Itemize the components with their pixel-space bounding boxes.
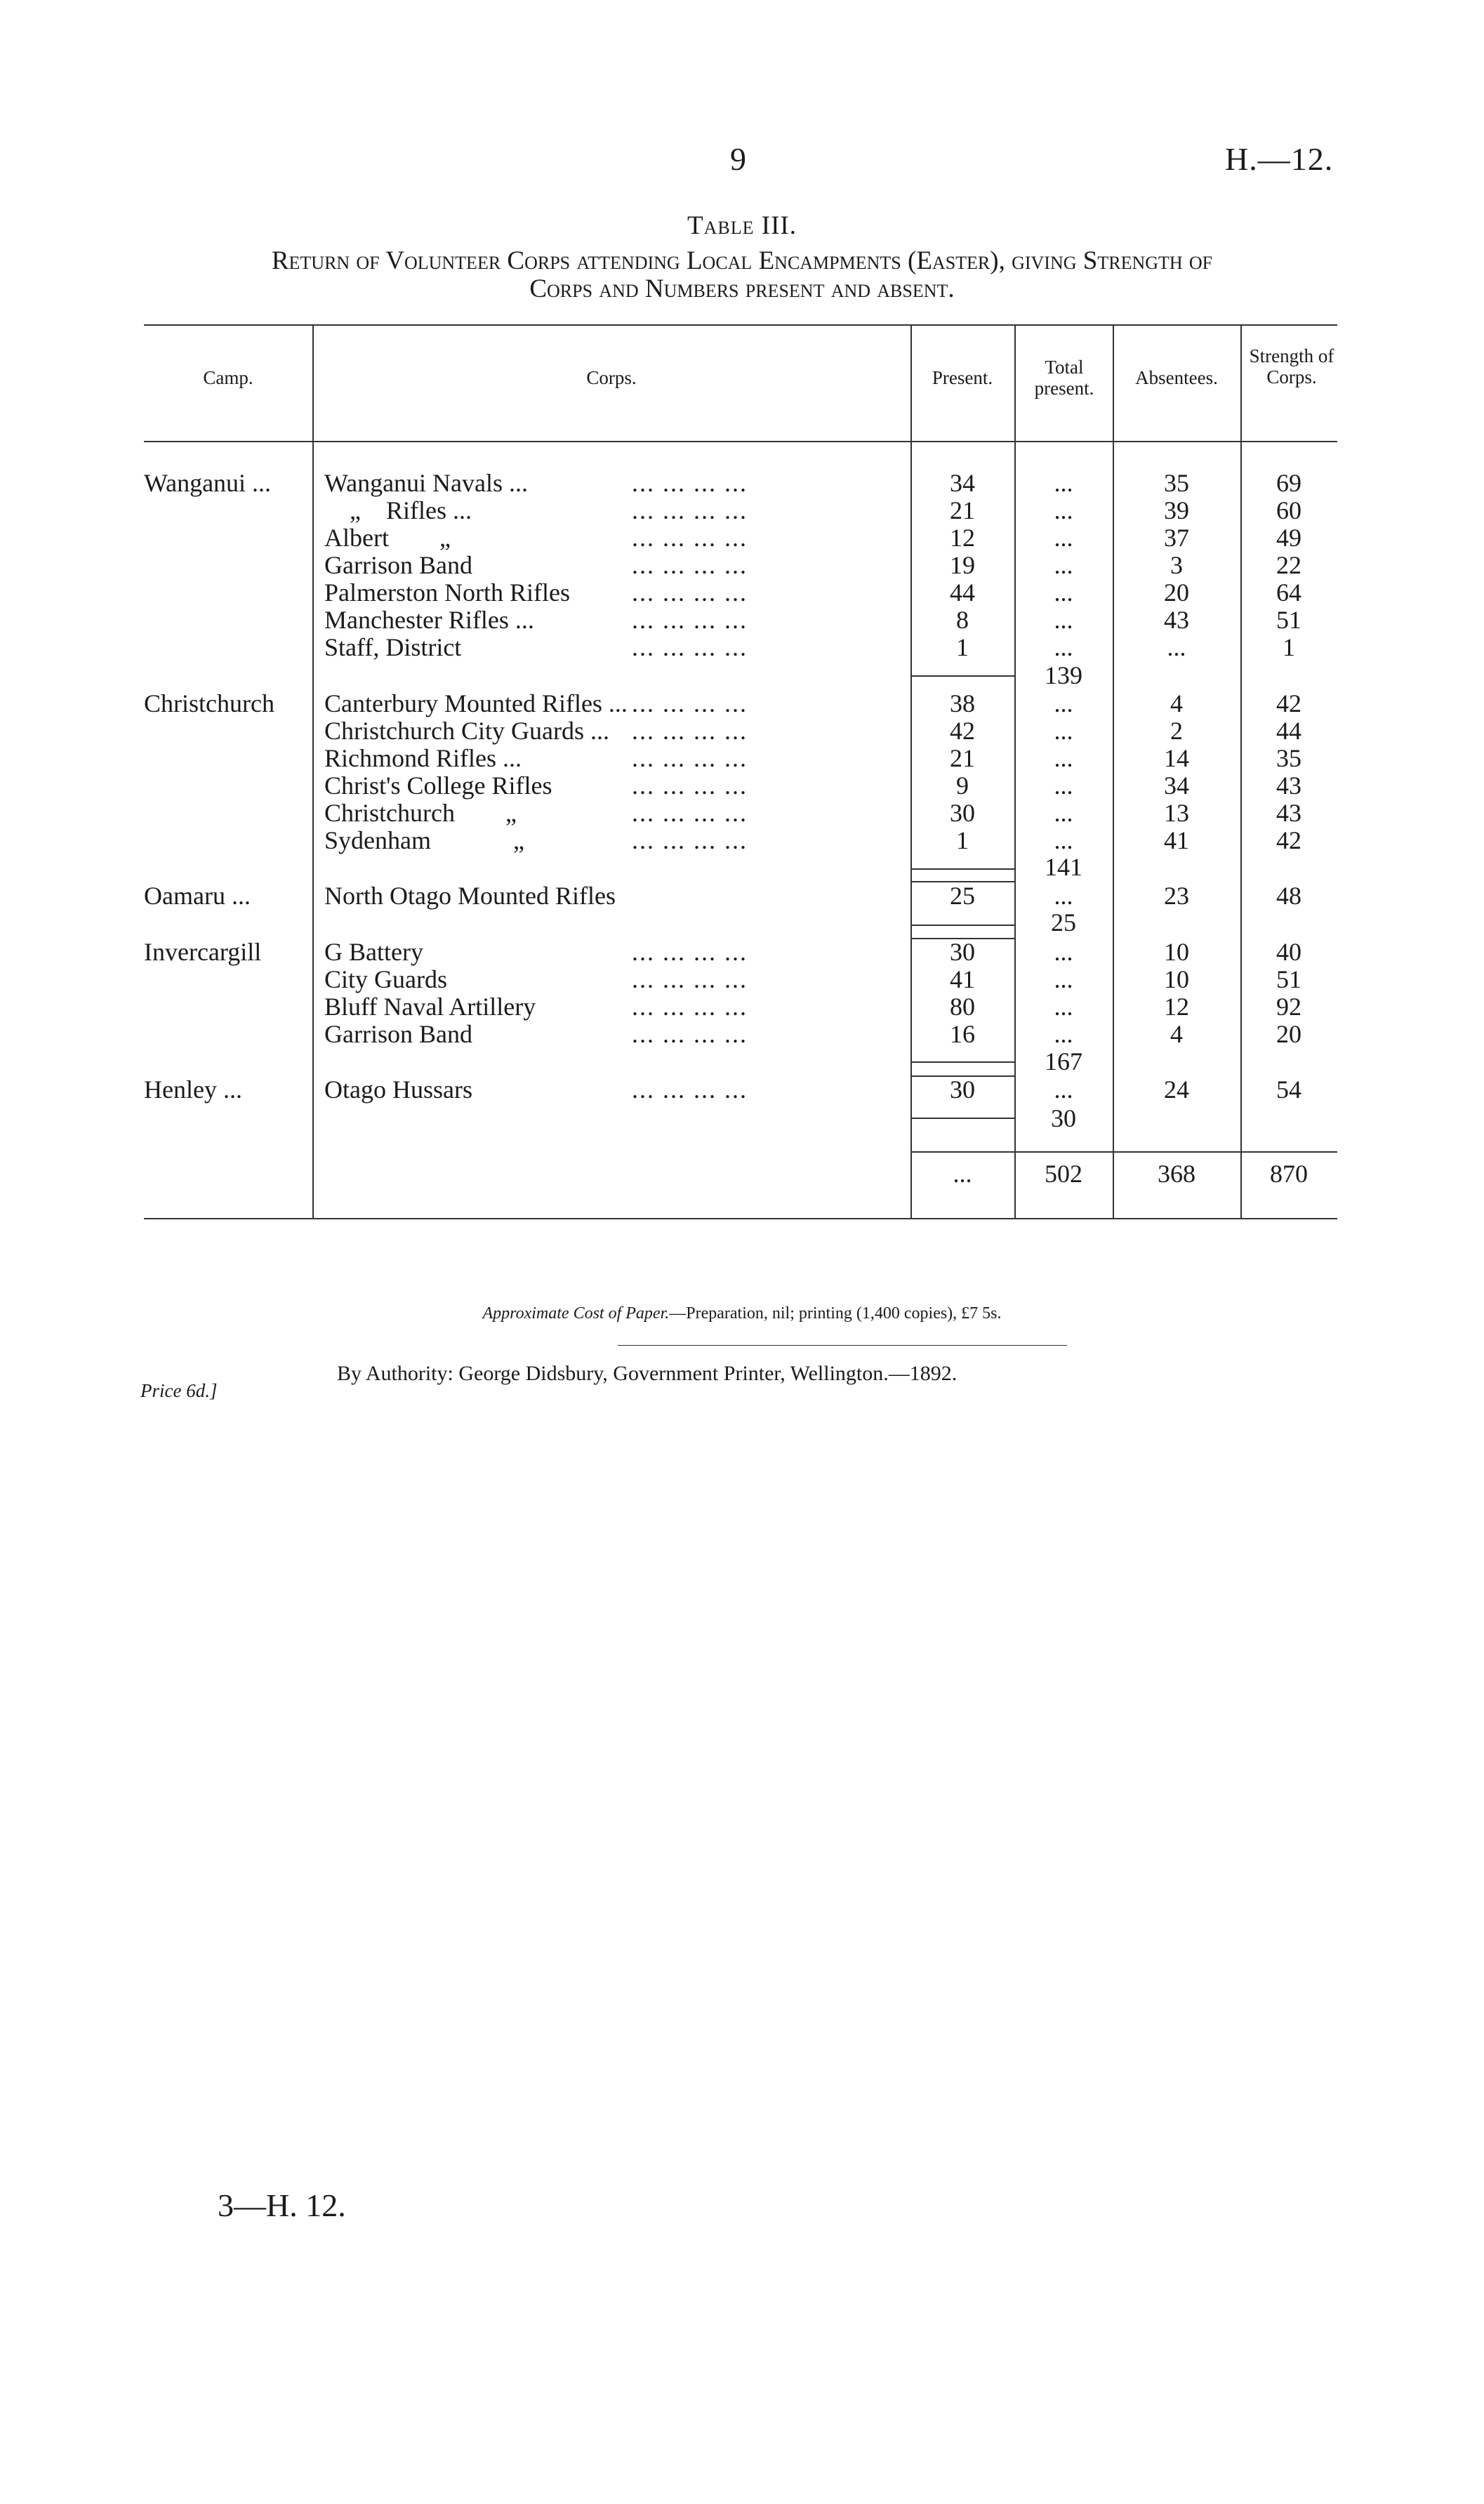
corps-cell: G Battery [324,938,423,966]
strength-cell: 20 [1276,1020,1301,1048]
present-rule-oamaru [910,925,1014,926]
header-bottom-rule [144,441,1337,442]
present-cell: 25 [950,882,975,910]
strength-cell: 54 [1276,1075,1301,1104]
subtotal-oamaru: 25 [1051,908,1076,936]
leader-dots: ... ... ... ... [632,1075,748,1104]
leader-dots: ... ... ... ... [632,938,748,966]
total-present-cell: ... [1054,993,1073,1021]
total-present-cell: ... [1054,578,1073,607]
present-cell: 21 [950,744,975,772]
table-bottom-rule [144,1218,1337,1219]
strength-cell: 64 [1276,578,1301,607]
present-cell: 41 [950,965,975,993]
corps-cell: City Guards [324,965,447,993]
camp-cell: Invercargill [144,938,262,966]
table-caption [0,247,1484,303]
table-top-rule [144,324,1337,326]
total-present-cell: ... [1054,938,1073,966]
total-present-cell: ... [1054,606,1073,634]
subtotal-christchurch: 141 [1045,853,1082,881]
cost-text: —Preparation, nil; printing (1,400 copies), £7 5s. [669,1304,1002,1323]
total-present-cell: ... [1054,744,1073,772]
absentees-cell: ... [1167,633,1186,661]
strength-cell: 60 [1276,496,1301,524]
corps-cell: Sydenham „ [324,826,524,854]
corps-cell: Palmerston North Rifles [324,578,570,607]
total-present-cell: ... [1054,882,1073,910]
absentees-cell: 3 [1170,551,1183,579]
absentees-cell: 13 [1164,799,1189,827]
absentees-cell: 4 [1170,1020,1183,1048]
header-total-present: Total present. [1034,357,1094,399]
total-present-cell: ... [1054,799,1073,827]
present-cell: 38 [950,689,975,717]
total-present-cell: ... [1054,551,1073,579]
col-divider-camp [312,324,314,1218]
present-cell: 30 [950,938,975,966]
absentees-cell: 23 [1164,882,1189,910]
absentees-cell: 41 [1164,826,1189,854]
leader-dots: ... ... ... ... [632,826,748,854]
strength-cell: 49 [1276,524,1301,552]
present-cell: 42 [950,717,975,745]
header-camp: Camp. [203,367,253,388]
corps-cell: Staff, District [324,633,462,661]
cost-label: Approximate Cost of Paper. [482,1304,670,1323]
present-cell: 21 [950,496,975,524]
price-note: Price 6d.] [140,1380,218,1401]
strength-cell: 43 [1276,771,1301,800]
present-cell: 34 [950,469,975,497]
camp-cell: Wanganui ... [144,469,272,497]
leader-dots: ... ... ... ... [632,551,748,579]
strength-cell: 1 [1283,633,1295,661]
total-present-cell: ... [1054,496,1073,524]
strength-cell: 22 [1276,551,1301,579]
leader-dots: ... ... ... ... [632,496,748,524]
present-cell: 16 [950,1020,975,1048]
total-present-cell: ... [1054,717,1073,745]
leader-dots: ... ... ... ... [632,993,748,1021]
corps-cell: Otago Hussars [324,1075,472,1104]
present-rule-christchurch [910,868,1014,870]
present-cell: 1 [956,633,969,661]
camp-cell: Henley ... [144,1075,242,1104]
present-rule-invercargill-top [910,938,1014,939]
total-present-cell: ... [1054,633,1073,661]
camp-cell: Oamaru ... [144,882,251,910]
strength-cell: 51 [1276,606,1301,634]
corps-cell: Albert „ [324,524,451,552]
cost-of-paper-note [0,1304,1484,1323]
present-cell: 30 [950,799,975,827]
present-rule-oamaru-top [910,881,1014,882]
total-present-cell: ... [1054,689,1073,717]
strength-cell: 35 [1276,744,1301,772]
corps-cell: Garrison Band [324,551,472,579]
caption-line-1: Return of Volunteer Corps attending Local Encampments (Easter), giving Strength of [271,246,1213,275]
strength-cell: 44 [1276,717,1301,745]
leader-dots: ... ... ... ... [632,469,748,497]
absentees-cell: 10 [1164,965,1189,993]
leader-dots: ... ... ... ... [632,965,748,993]
corps-cell: Christ's College Rifles [324,771,552,800]
subtotal-wanganui: 139 [1045,661,1082,689]
present-cell: 1 [956,826,969,854]
leader-dots: ... ... ... ... [632,1020,748,1048]
footer-rule [618,1345,1067,1346]
total-total-present-cell: 502 [1045,1160,1082,1188]
signature-mark: 3—H. 12. [218,2187,346,2223]
total-present-cell: ... [1054,771,1073,800]
leader-dots: ... ... ... ... [632,633,748,661]
leader-dots: ... ... ... ... [632,717,748,745]
corps-cell: Christchurch „ [324,799,517,827]
leader-dots: ... ... ... ... [632,578,748,607]
absentees-cell: 35 [1164,469,1189,497]
total-present-cell: ... [1054,1020,1073,1048]
absentees-cell: 43 [1164,606,1189,634]
present-rule-invercargill [910,1061,1014,1063]
strength-cell: 40 [1276,938,1301,966]
total-present-cell: ... [1054,826,1073,854]
present-rule-wanganui [910,675,1014,677]
absentees-cell: 14 [1164,744,1189,772]
document-reference: H.—12. [1225,141,1334,177]
subtotal-henley: 30 [1051,1104,1076,1132]
corps-cell: Bluff Naval Artillery [324,993,536,1021]
corps-cell: Christchurch City Guards ... [324,717,609,745]
header-strength: Strength of Corps. [1249,345,1334,387]
corps-cell: Richmond Rifles ... [324,744,522,772]
leader-dots: ... ... ... ... [632,744,748,772]
header-absentees: Absentees. [1135,367,1218,388]
corps-cell: North Otago Mounted Rifles [324,882,616,910]
strength-cell: 92 [1276,993,1301,1021]
present-cell: 44 [950,578,975,607]
present-cell: 80 [950,993,975,1021]
strength-cell: 69 [1276,469,1301,497]
strength-cell: 48 [1276,882,1301,910]
strength-cell: 42 [1276,689,1301,717]
leader-dots: ... ... ... ... [632,771,748,800]
subtotal-invercargill: 167 [1045,1047,1082,1075]
strength-cell: 42 [1276,826,1301,854]
header-present: Present. [932,367,993,388]
leader-dots: ... ... ... ... [632,524,748,552]
leader-dots: ... ... ... ... [632,606,748,634]
total-strength-cell: 870 [1270,1160,1308,1188]
present-cell: 19 [950,551,975,579]
absentees-cell: 4 [1170,689,1183,717]
corps-cell: „ Rifles ... [324,496,472,524]
header-corps: Corps. [586,367,637,388]
present-rule-henley-top [910,1075,1014,1077]
present-rule-henley [910,1118,1014,1119]
camp-cell: Christchurch [144,689,274,717]
table-label: Table III. [687,211,797,240]
total-present-cell: ... [953,1160,972,1188]
absentees-cell: 2 [1170,717,1183,745]
total-present-cell: ... [1054,524,1073,552]
leader-dots: ... ... ... ... [632,689,748,717]
printer-authority: By Authority: George Didsbury, Government Printer, Wellington.—1892. [337,1362,958,1385]
present-cell: 9 [956,771,969,800]
corps-cell: Manchester Rifles ... [324,606,534,634]
absentees-cell: 12 [1164,993,1189,1021]
absentees-cell: 24 [1164,1075,1189,1104]
corps-cell: Garrison Band [324,1020,472,1048]
corps-cell: Wanganui Navals ... [324,469,529,497]
present-cell: 12 [950,524,975,552]
absentees-cell: 37 [1164,524,1189,552]
absentees-cell: 10 [1164,938,1189,966]
leader-dots: ... ... ... ... [632,799,748,827]
present-cell: 8 [956,606,969,634]
corps-cell: Canterbury Mounted Rifles ... [324,689,628,717]
strength-cell: 51 [1276,965,1301,993]
absentees-cell: 34 [1164,771,1189,800]
absentees-cell: 39 [1164,496,1189,524]
present-cell: 30 [950,1075,975,1104]
absentees-cell: 20 [1164,578,1189,607]
total-present-cell: ... [1054,469,1073,497]
total-absentees-cell: 368 [1158,1160,1195,1188]
total-present-cell: ... [1054,965,1073,993]
total-present-cell: ... [1054,1075,1073,1104]
totals-top-rule [910,1151,1337,1153]
page-number: 9 [730,141,746,177]
caption-line-2: Corps and Numbers present and absent. [529,274,955,303]
strength-cell: 43 [1276,799,1301,827]
